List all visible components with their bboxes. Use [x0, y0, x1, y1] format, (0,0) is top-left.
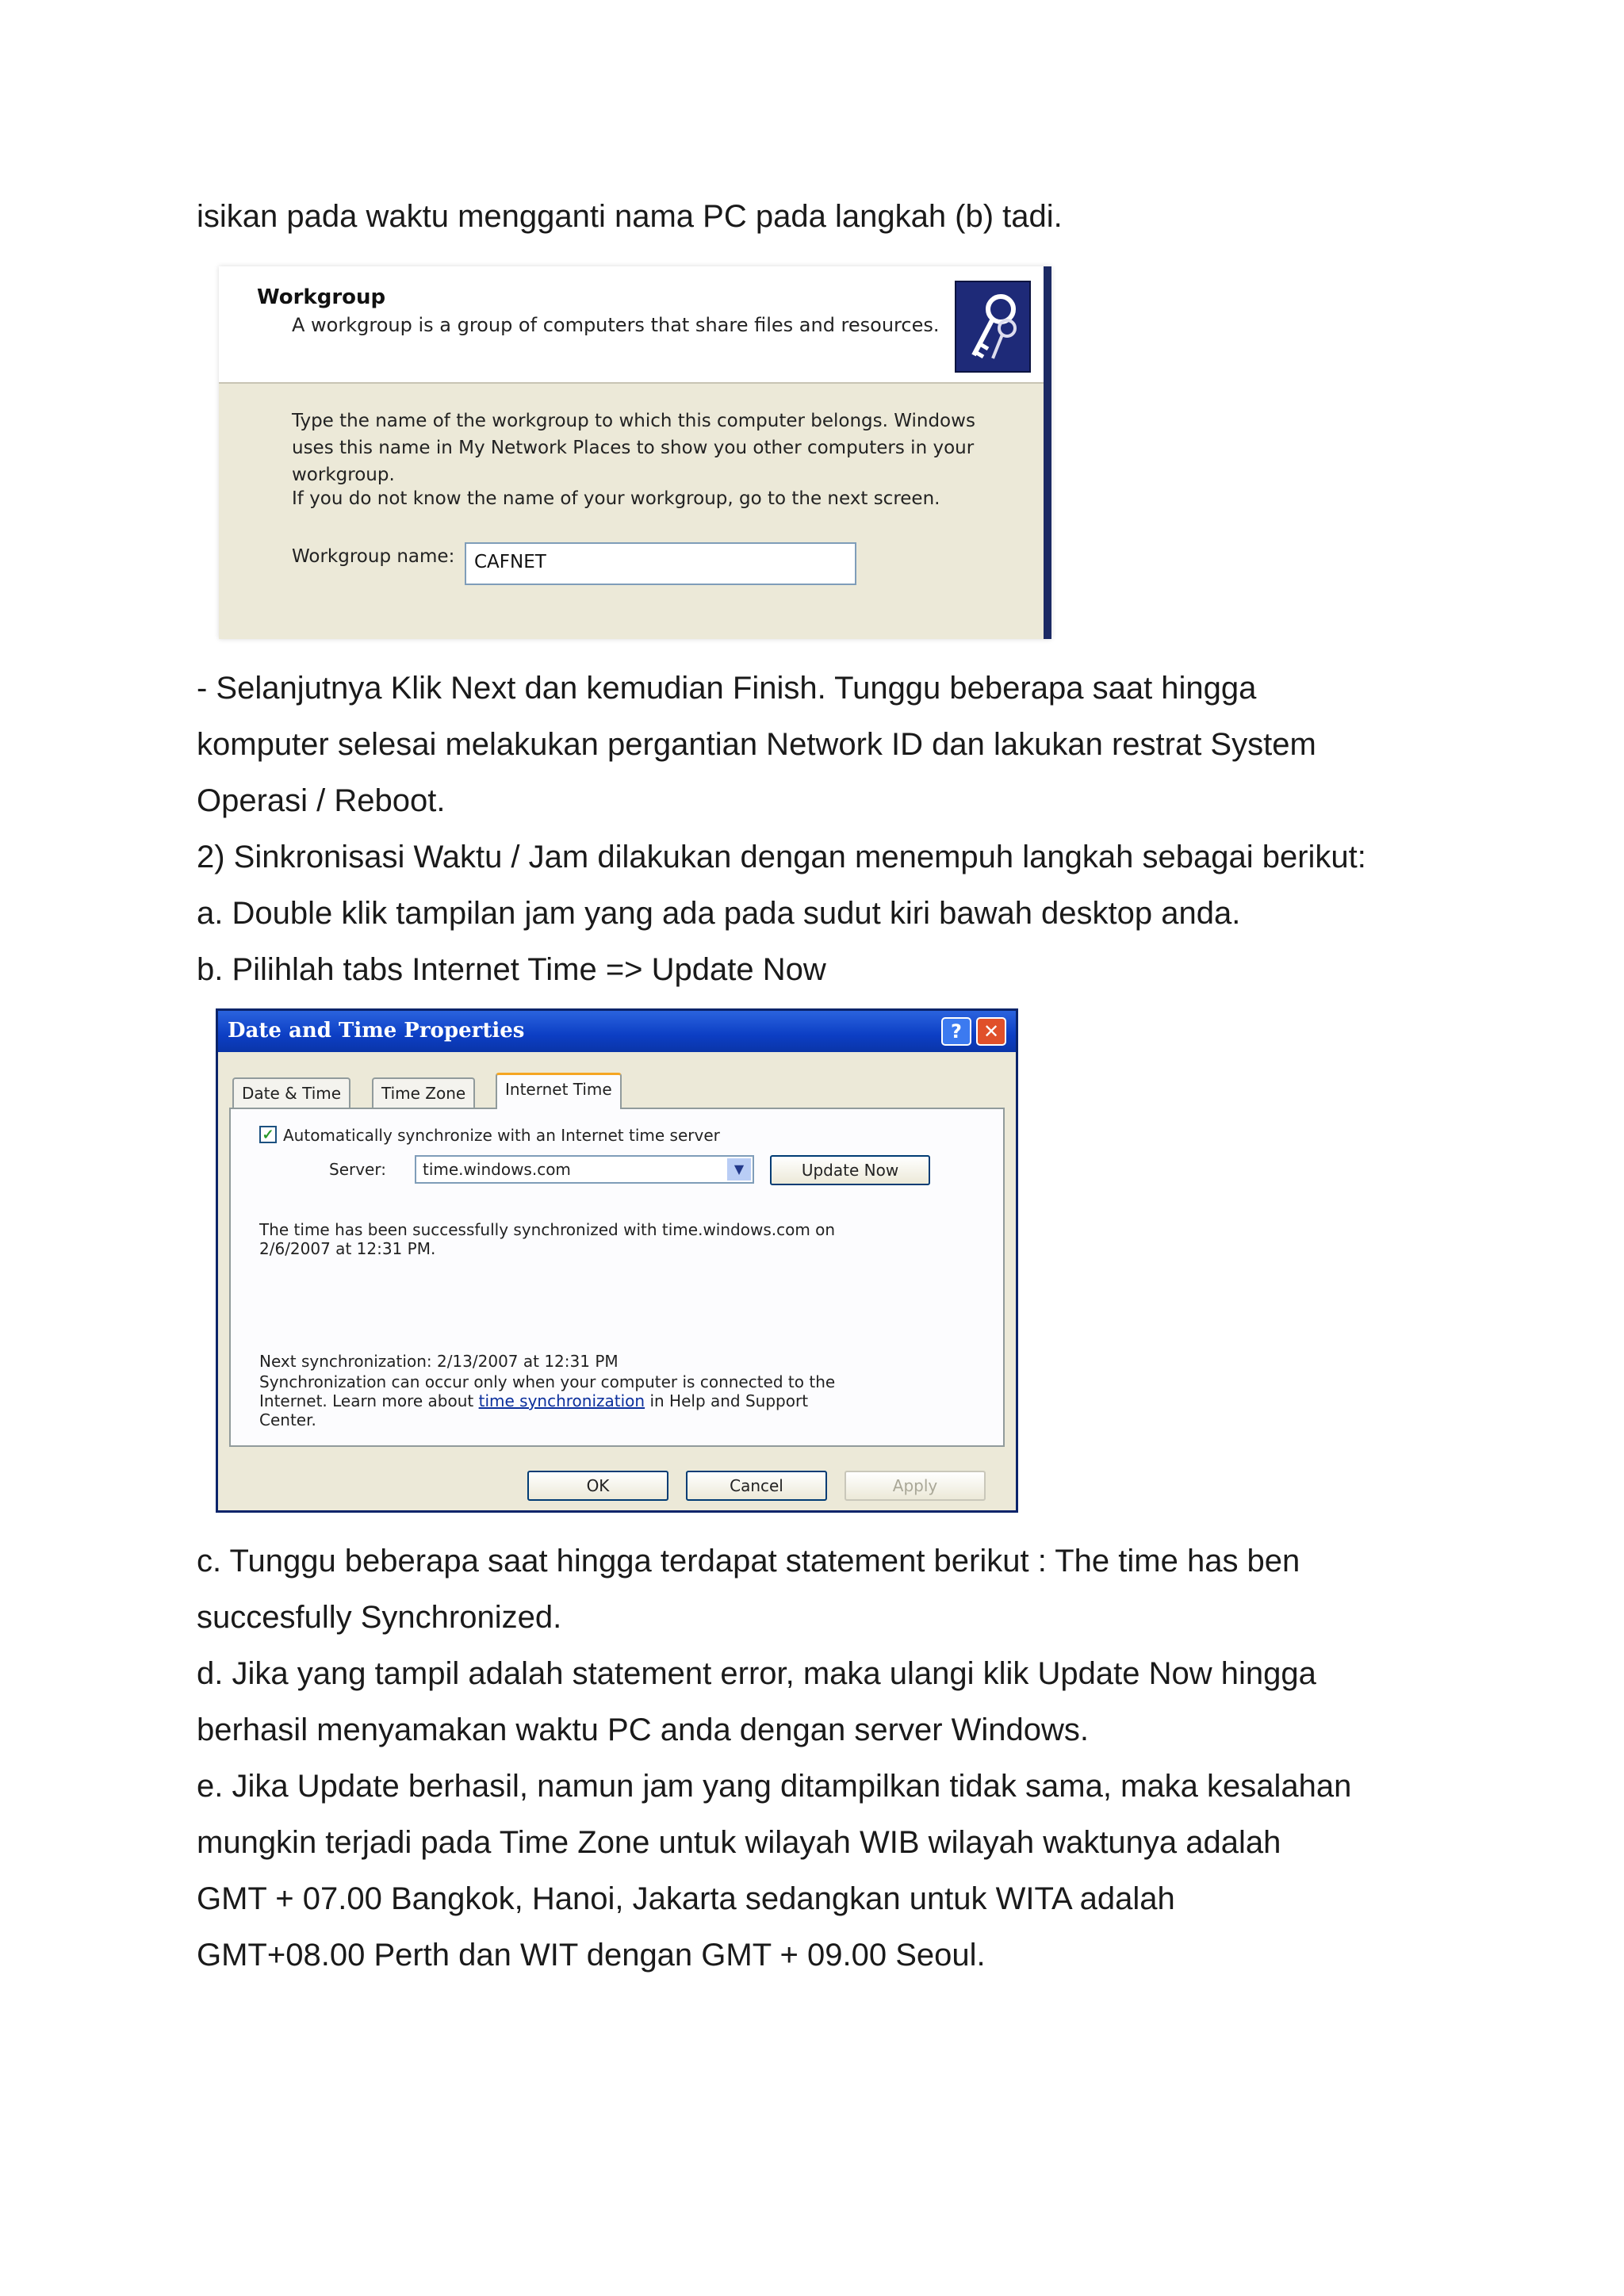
time-sync-help-link[interactable]: time synchronization	[478, 1391, 645, 1410]
text-line: GMT+08.00 Perth dan WIT dengan GMT + 09.00 Seoul.	[197, 1938, 986, 1973]
text-line: berhasil menyamakan waktu PC anda dengan server Windows.	[197, 1712, 1090, 1747]
update-now-button[interactable]: Update Now	[770, 1155, 930, 1185]
text-line: c. Tunggu beberapa saat hingga terdapat statement berikut : The time has ben	[197, 1544, 1300, 1578]
close-icon[interactable]: ✕	[976, 1017, 1006, 1046]
workgroup-screenshot	[219, 266, 1051, 639]
dialog-title: Date and Time Properties	[228, 1019, 525, 1043]
wizard-header	[219, 266, 1044, 384]
wizard-description: Type the name of the workgroup to which this computer belongs. Windows uses this name in My Network Places to show you other computers in your workgroup.	[292, 411, 975, 485]
server-label: Server:	[329, 1160, 386, 1179]
text-line: komputer selesai melakukan pergantian Network ID dan lakukan restrat System	[197, 727, 1316, 762]
sync-status-date: 2/6/2007 at 12:31 PM.	[259, 1239, 436, 1258]
text-line: Operasi / Reboot.	[197, 783, 446, 818]
tab-time-zone[interactable]: Time Zone	[372, 1077, 475, 1108]
sync-note-line: Synchronization can occur only when your computer is connected to the	[259, 1372, 836, 1391]
apply-button[interactable]: Apply	[845, 1471, 986, 1501]
text-line: - Selanjutnya Klik Next dan kemudian Finish. Tunggu beberapa saat hingga	[197, 671, 1257, 706]
wizard-title: Workgroup	[257, 285, 386, 309]
datetime-dialog	[216, 1008, 1018, 1513]
tab-internet-time[interactable]: Internet Time	[496, 1073, 622, 1109]
intro-line: isikan pada waktu mengganti nama PC pada langkah (b) tadi.	[197, 199, 1063, 234]
text-line: 2) Sinkronisasi Waktu / Jam dilakukan dengan menempuh langkah sebagai berikut:	[197, 840, 1366, 874]
wizard-edge	[1044, 266, 1051, 639]
server-value: time.windows.com	[423, 1160, 571, 1179]
sync-note-line: Center.	[259, 1410, 316, 1429]
text-line: mungkin terjadi pada Time Zone untuk wilayah WIB wilayah waktunya adalah	[197, 1825, 1281, 1860]
wizard-hint: If you do not know the name of your workgroup, go to the next screen.	[292, 488, 940, 509]
workgroup-name-input[interactable]: CAFNET	[465, 542, 856, 585]
ok-button[interactable]: OK	[527, 1471, 668, 1501]
sync-status-line: The time has been successfully synchronized with time.windows.com on	[259, 1220, 836, 1239]
cancel-button[interactable]: Cancel	[686, 1471, 827, 1501]
help-icon[interactable]: ?	[941, 1017, 971, 1046]
auto-sync-checkbox[interactable]: ✓	[259, 1126, 277, 1143]
chevron-down-icon[interactable]: ▼	[727, 1158, 751, 1181]
sync-note-line	[259, 1391, 808, 1410]
text-line: e. Jika Update berhasil, namun jam yang ditampilkan tidak sama, maka kesalahan	[197, 1769, 1352, 1804]
keys-icon	[955, 281, 1031, 373]
text-line: a. Double klik tampilan jam yang ada pada sudut kiri bawah desktop anda.	[197, 896, 1241, 931]
text-line: succesfully Synchronized.	[197, 1600, 562, 1635]
sync-note-text: Internet. Learn more about	[259, 1391, 479, 1410]
next-sync-text: Next synchronization: 2/13/2007 at 12:31 PM	[259, 1352, 619, 1371]
sync-note-text: in Help and Support	[645, 1391, 809, 1410]
server-select[interactable]	[415, 1155, 754, 1184]
auto-sync-label: Automatically synchronize with an Internet time server	[283, 1126, 720, 1145]
text-line: GMT + 07.00 Bangkok, Hanoi, Jakarta sedangkan untuk WITA adalah	[197, 1881, 1175, 1916]
dialog-titlebar	[218, 1011, 1016, 1052]
text-line: b. Pilihlah tabs Internet Time => Update Now	[197, 952, 826, 987]
wizard-subtitle: A workgroup is a group of computers that share files and resources.	[292, 314, 940, 336]
tab-date-time[interactable]: Date & Time	[232, 1077, 350, 1108]
workgroup-name-label: Workgroup name:	[292, 546, 455, 567]
text-line: d. Jika yang tampil adalah statement error, maka ulangi klik Update Now hingga	[197, 1656, 1316, 1691]
